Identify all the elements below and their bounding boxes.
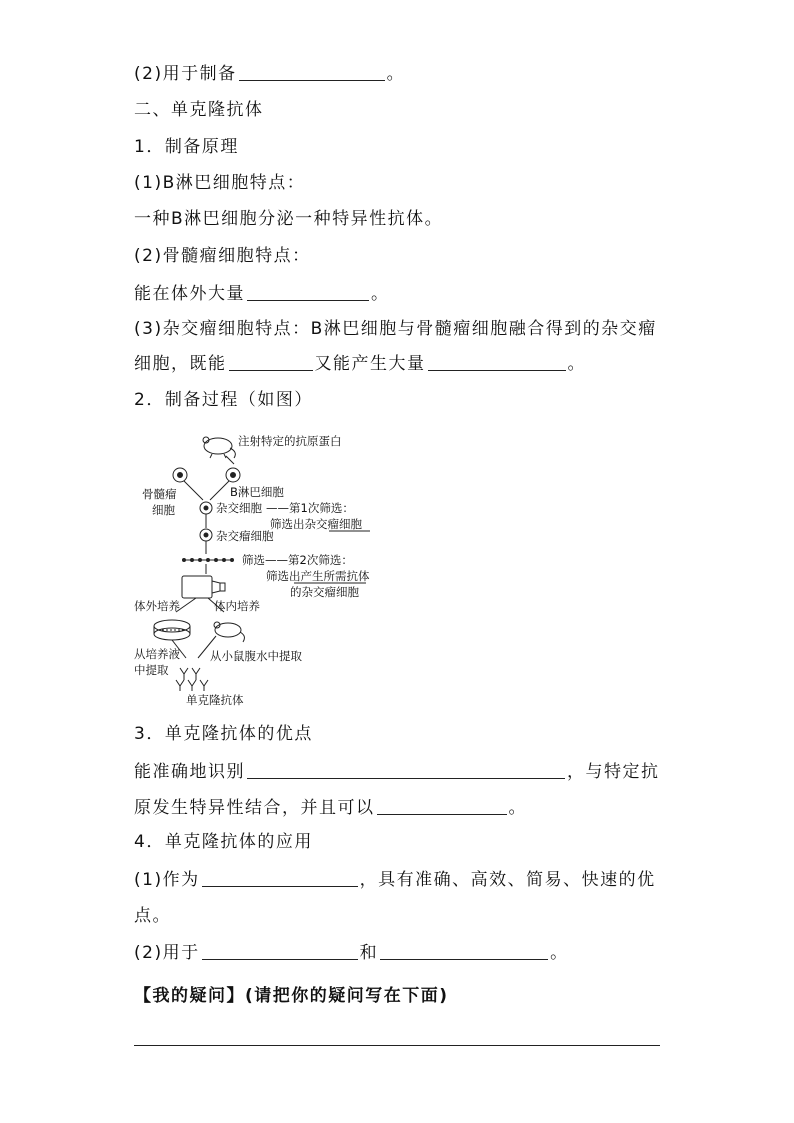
sec1-item2-prefix: (2)用于制备	[134, 64, 237, 84]
myeloma-desc-suffix: 。	[371, 284, 390, 304]
blank-prepare[interactable]	[239, 63, 385, 81]
hybrid-line2-a: 细胞，既能	[134, 354, 227, 374]
question-hint: (请把你的疑问写在下面)	[245, 986, 449, 1006]
applications-item1-line2: 点。	[134, 906, 171, 926]
hybrid-line2-b: 又能产生大量	[314, 354, 426, 374]
blank-hybrid-1[interactable]	[229, 353, 313, 371]
label-in-vivo: 体内培养	[214, 599, 260, 613]
mouse-bottom-icon	[214, 622, 244, 642]
principle-title: 1．制备原理	[134, 137, 239, 157]
label-bcell: B淋巴细胞	[230, 485, 284, 499]
antibody-icon	[176, 668, 208, 691]
blank-recognize[interactable]	[247, 761, 565, 779]
bcell-title: (1)B淋巴细胞特点：	[134, 173, 306, 193]
hybrid-line2	[134, 352, 586, 376]
arrow-inject	[226, 456, 234, 464]
bcell-desc: 一种B淋巴细胞分泌一种特异性抗体。	[134, 209, 444, 229]
myeloma-cell-icon	[173, 468, 187, 482]
process-title: 2．制备过程（如图）	[134, 390, 313, 410]
myeloma-desc-prefix: 能在体外大量	[134, 284, 245, 304]
label-hybrid-cell: 杂交细胞	[216, 501, 262, 515]
arrow-bcell	[210, 481, 229, 500]
label-antibody: 单克隆抗体	[186, 693, 244, 707]
applications-item1-suffix: ，具有准确、高效、简易、快速的优	[359, 870, 656, 890]
bcell-icon	[226, 468, 240, 482]
label-extract-medium-2: 中提取	[134, 663, 169, 677]
applications-item2	[134, 941, 569, 965]
sec1-item2-line	[134, 62, 405, 86]
question-heading	[134, 984, 449, 1008]
heading-monoclonal: 二、单克隆抗体	[134, 100, 264, 120]
hybrid-line2-c: 。	[567, 354, 586, 374]
applications-item2-mid: 和	[359, 943, 379, 963]
hybrid-line1: (3)杂交瘤细胞特点：B淋巴细胞与骨髓瘤细胞融合得到的杂交瘤	[134, 319, 657, 339]
label-myeloma-2: 细胞	[152, 503, 175, 517]
applications-item1-prefix: (1)作为	[134, 870, 200, 890]
blank-can[interactable]	[377, 797, 507, 815]
advantages-line2-suffix: 。	[508, 798, 527, 818]
label-screen1-b: 筛选出杂交瘤细胞	[270, 517, 362, 531]
sec1-item2-suffix: 。	[386, 64, 406, 84]
question-answer-line[interactable]	[134, 1045, 660, 1046]
label-in-vitro: 体外培养	[134, 599, 180, 613]
label-inject: 注射特定的抗原蛋白	[238, 434, 342, 448]
screening-plate-icon	[182, 558, 234, 562]
applications-item1	[134, 868, 656, 892]
myeloma-title: (2)骨髓瘤细胞特点：	[134, 246, 311, 266]
myeloma-desc-line	[134, 282, 390, 306]
blank-hybrid-2[interactable]	[428, 353, 566, 371]
blank-use-1[interactable]	[202, 942, 358, 960]
applications-item2-suffix: 。	[550, 943, 569, 963]
culture-bottle-icon	[182, 576, 225, 598]
label-hybridoma: 杂交瘤细胞	[216, 529, 274, 543]
label-extract-mouse: 从小鼠腹水中提取	[210, 649, 302, 663]
label-myeloma-1: 骨髓瘤	[142, 487, 177, 501]
blank-use-2[interactable]	[380, 942, 548, 960]
applications-item2-prefix: (2)用于	[134, 943, 200, 963]
advantages-line2	[134, 796, 527, 820]
label-screen2-a: 筛选——第2次筛选：	[242, 553, 353, 567]
hybridoma-cell-icon	[200, 529, 212, 541]
arrow-myeloma	[184, 481, 203, 500]
label-screen2-c: 的杂交瘤细胞	[290, 585, 359, 599]
label-screen2-b: 筛选出产生所需抗体	[266, 569, 370, 583]
mouse-top-icon	[203, 437, 235, 458]
advantages-title: 3．单克隆抗体的优点	[134, 724, 313, 744]
question-label: 【我的疑问】	[134, 986, 245, 1006]
advantages-line1-prefix: 能准确地识别	[134, 762, 245, 782]
applications-title: 4．单克隆抗体的应用	[134, 832, 313, 852]
label-screen1-a: ——第1次筛选：	[266, 501, 354, 515]
culture-dish-icon	[154, 620, 190, 640]
advantages-line1-suffix: ，与特定抗	[567, 762, 660, 782]
advantages-line2-prefix: 原发生特异性结合，并且可以	[134, 798, 375, 818]
advantages-line1	[134, 760, 660, 784]
label-extract-medium-1: 从培养液	[134, 647, 180, 661]
blank-as[interactable]	[202, 869, 358, 887]
blank-myeloma[interactable]	[247, 283, 369, 301]
preparation-process-diagram	[130, 428, 400, 710]
hybrid-cell-icon	[200, 502, 212, 514]
